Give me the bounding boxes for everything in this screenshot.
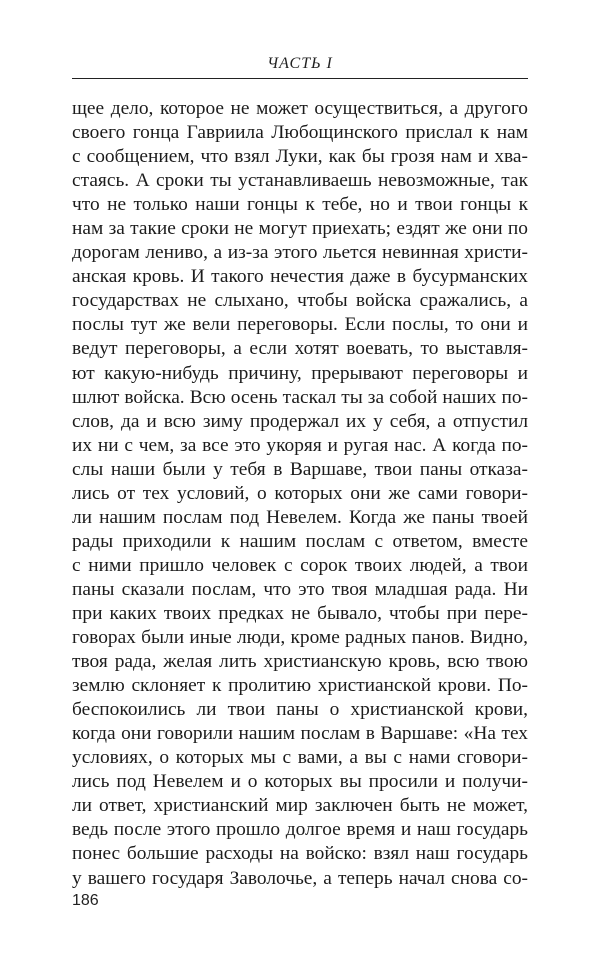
text-line: у вашего государя Заволочье, а теперь начал снова со- — [72, 867, 528, 889]
text-line: стаясь. А сроки ты устанавливаешь невозможные, так — [72, 170, 528, 192]
text-line: слов, да и всю зиму продержал их у себя, а отпустил — [72, 410, 528, 432]
text-line: лись от тех условий, о которых они же сами говори- — [72, 482, 528, 504]
body-text — [72, 97, 528, 891]
running-head: ЧАСТЬ I — [267, 55, 333, 72]
text-line: говорах были иные люди, кроме радных панов. Видно, — [72, 627, 528, 649]
text-line: нам за такие сроки не могут приехать; ездят же они по — [72, 218, 528, 240]
text-line: слы наши были у тебя в Варшаве, твои паны отказа- — [72, 458, 528, 480]
text-line: ведь после этого прошло долгое время и наш государь — [72, 819, 528, 841]
text-line: с сообщением, что взял Луки, как бы грозя нам и хва- — [72, 146, 528, 168]
text-line: рады приходили к нашим послам с ответом, вместе — [72, 530, 528, 552]
text-line: беспокоились ли твои паны о христианской крови, — [72, 699, 528, 721]
page-number: 186 — [72, 892, 99, 909]
text-line: паны сказали послам, что это твоя младшая рада. Ни — [72, 578, 528, 600]
text-line: землю склоняет к пролитию христианской крови. По- — [72, 675, 528, 697]
text-line: понес большие расходы на войско: взял наш государь — [72, 843, 528, 865]
text-line: своего гонца Гавриила Любощинского прислал к нам — [72, 122, 528, 144]
text-line: при каких твоих предках не бывало, чтобы при пере- — [72, 602, 528, 624]
text-line: условиях, о которых мы с вами, а вы с нами сговори- — [72, 747, 528, 769]
text-line: твоя рада, желая лить христианскую кровь, всю твою — [72, 651, 528, 673]
text-line: их ни с чем, за все это укоряя и ругая нас. А когда по- — [72, 434, 528, 456]
text-line: что не только наши гонцы к тебе, но и твои гонцы к — [72, 194, 528, 216]
text-line: послы тут же вели переговоры. Если послы, то они и — [72, 314, 528, 336]
text-line: с ними пришло человек с сорок твоих людей, а твои — [72, 554, 528, 576]
text-line: ли ответ, христианский мир заключен быть не может, — [72, 795, 528, 817]
text-line: ведут переговоры, а если хотят воевать, то выставля- — [72, 338, 528, 360]
text-line: когда они говорили нашим послам в Варшаве: «На тех — [72, 723, 528, 745]
text-line: ли нашим послам под Невелем. Когда же паны твоей — [72, 506, 528, 528]
text-line: шлют войска. Всю осень таскал ты за собой наших по- — [72, 386, 528, 408]
text-line: щее дело, которое не может осуществиться, а другого — [72, 98, 528, 119]
text-line: лись под Невелем и о которых вы просили и получи- — [72, 771, 528, 793]
text-line: государствах не слыхано, чтобы войска сражались, а — [72, 290, 528, 312]
text-line: ют какую-нибудь причину, прерывают переговоры и — [72, 362, 528, 384]
text-line: анская кровь. И такого нечестия даже в бусурманских — [72, 266, 528, 288]
text-line: дорогам лениво, а из-за этого льется невинная христи- — [72, 242, 528, 264]
header-rule — [72, 78, 528, 79]
